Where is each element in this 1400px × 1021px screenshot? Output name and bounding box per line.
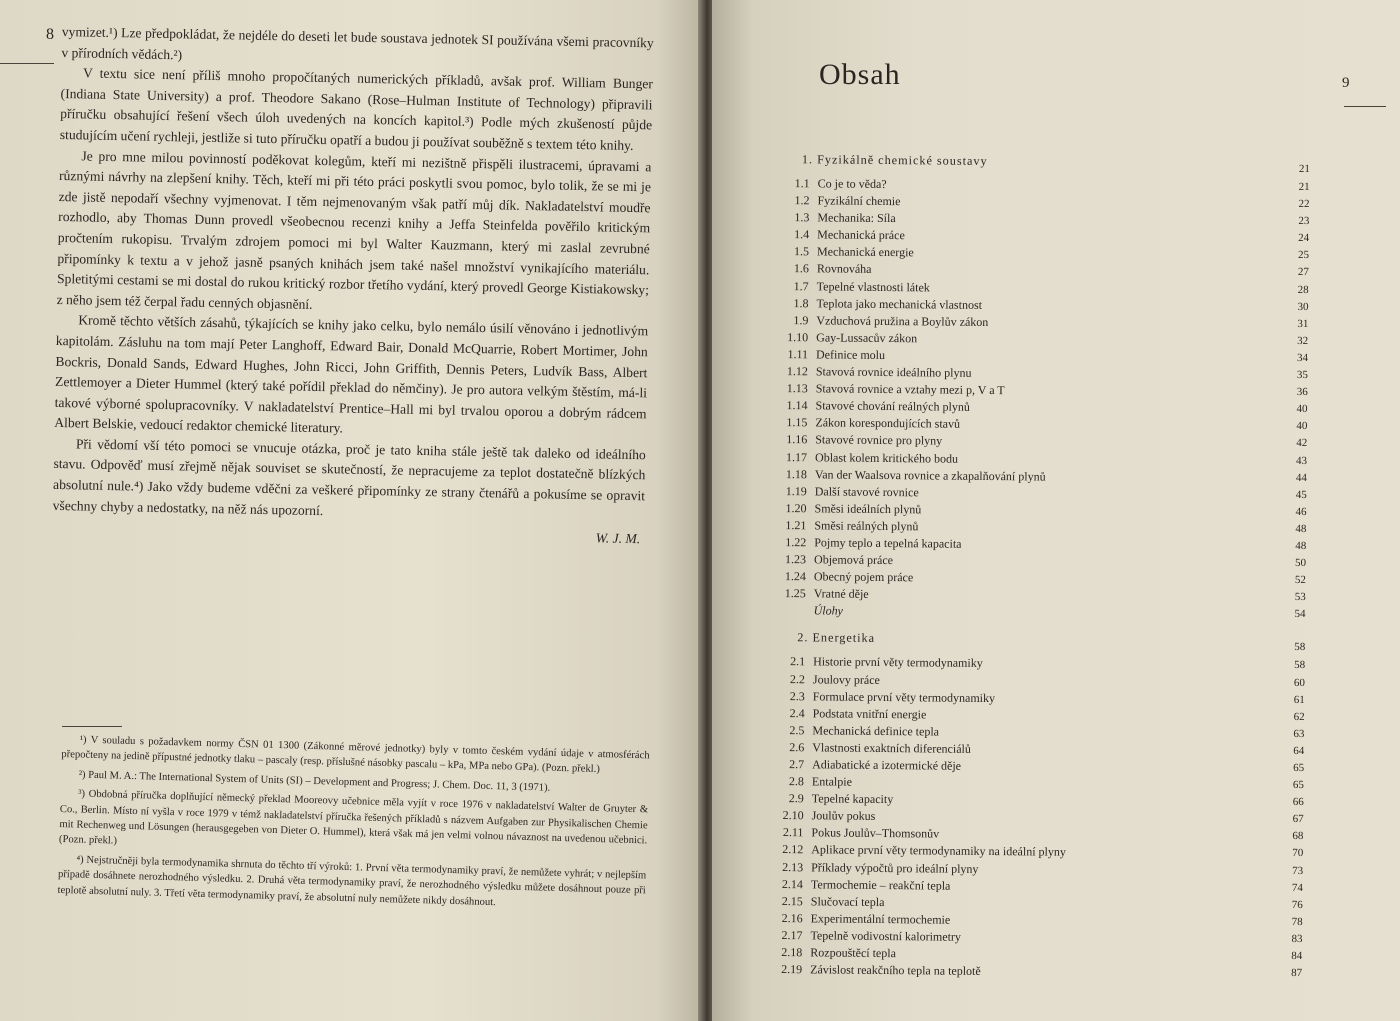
entry-page: 74 xyxy=(1291,881,1304,894)
entry-title: Objemová práce xyxy=(814,552,894,568)
entry-number: 1.10 xyxy=(787,329,809,345)
footnote: ⁴) Nejstručněji byla termodynamika shrnuta do těchto tří výroků: 1. První věta termodynamiky praví, že nemůžete vyhrát; v nejlepším případě dosáhnete nerozhodného výsledku. 2. Druhá věta termodynamiky praví, že nerozhodného výsledku můžete dosáhnout pouze při teplotě absolutní nuly. 3. Třetí věta termodynamiky praví, že absolutní nuly nemůžete nikdy dosáhnout. xyxy=(57,854,647,908)
entry-page: 48 xyxy=(1295,522,1307,535)
paragraph: vymizet.¹) Lze předpokládat, že nejdéle do deseti let bude soustava jednotek SI používána všemi pracovníky v přírodních vědách.²) xyxy=(61,23,654,62)
entry-number: 1.21 xyxy=(785,517,807,533)
preface-text xyxy=(52,22,654,550)
chapter-title: 1. Fyzikálně chemické soustavy xyxy=(801,152,988,168)
entry-title: Stavové rovnice pro plyny xyxy=(815,432,943,448)
entry-number: 2.4 xyxy=(789,705,805,720)
entry-title: Oblast kolem kritického bodu xyxy=(815,449,959,466)
chapter-page: 58 xyxy=(1294,641,1306,654)
entry-number: 2.7 xyxy=(789,757,805,772)
entry-number: 1.25 xyxy=(784,586,806,601)
entry-page: 78 xyxy=(1291,915,1303,928)
entry-title: Van der Waalsova rovnice a zkapalňování plynů xyxy=(814,466,1046,484)
entry-page: 54 xyxy=(1294,608,1306,621)
page-number-left: 8 xyxy=(46,26,54,43)
entry-number: 2.6 xyxy=(789,740,805,755)
entry-page: 23 xyxy=(1298,215,1310,228)
toc-title: Obsah xyxy=(819,58,901,91)
entry-page: 30 xyxy=(1297,300,1309,313)
entry-title: Mechanická energie xyxy=(816,244,914,260)
entry-title: Teplota jako mechanická vlastnost xyxy=(816,296,983,312)
author-signature: W. J. M. xyxy=(595,530,641,547)
entry-number: 1.16 xyxy=(786,432,808,447)
entry-page: 48 xyxy=(1295,539,1307,553)
entry-number: 1.22 xyxy=(785,535,807,550)
header-rule-right xyxy=(1344,106,1386,107)
entry-title: Tepelné kapacity xyxy=(811,791,894,807)
entry-number: 2.2 xyxy=(789,671,806,686)
entry-page: 73 xyxy=(1292,864,1304,877)
entry-page: 36 xyxy=(1296,386,1308,399)
entry-title: Stavová rovnice a vztahy mezi p, V a T xyxy=(815,381,1005,398)
entry-number: 1.5 xyxy=(793,244,810,259)
entry-number: 1.23 xyxy=(785,552,807,567)
entry-number: 1.15 xyxy=(786,415,808,430)
entry-number: 1.19 xyxy=(785,483,807,498)
paragraph: Kromě těchto větších zásahů, týkajících se knihy jako celku, bylo nemálo úsilí věnováno i jednotlivým kapitolám. Zásluhu na tom mají Peter Langhoff, Edward Bair, Donald McQuarrie, Robert Mortimer, John Bockris, Donald Sands, Edward Hughes, John Ricci, John Griffith, Dennis Peters, Ludvík Bass, Albert Zettlemoyer a Dieter Hummel (který také pořídil překlad do němčiny). Je pro autora velkým štěstím, má-li takové výborné spolupracovníky. V nakladatelství Prentice–Hall mi byl trvalou oporou a dobrým rádcem Albert Belskie, vedoucí redaktor chemické literatury. xyxy=(54,312,649,436)
page-number-right: 9 xyxy=(1342,75,1350,91)
entry-page: 50 xyxy=(1295,557,1307,570)
entry-page: 87 xyxy=(1291,967,1303,980)
entry-page: 28 xyxy=(1297,283,1309,296)
entry-title: Příklady výpočtů pro ideální plyny xyxy=(811,859,979,876)
entry-page: 21 xyxy=(1298,180,1310,194)
entry-page: 40 xyxy=(1296,420,1308,433)
entry-title: Joulův pokus xyxy=(811,808,876,824)
entry-page: 64 xyxy=(1293,744,1305,757)
entry-title: Tepelně vodivostní kalorimetry xyxy=(810,928,962,944)
entry-title: Historie první věty termodynamiky xyxy=(813,654,983,671)
entry-title: Zákon korespondujících stavů xyxy=(815,415,961,432)
entry-page: 44 xyxy=(1295,471,1307,484)
entry-number: 2.3 xyxy=(789,688,805,703)
chapter-title: 2. Energetika xyxy=(797,630,876,646)
entry-page: 42 xyxy=(1296,437,1308,450)
entry-title: Obecný pojem práce xyxy=(813,569,914,585)
footnotes xyxy=(57,732,650,918)
entry-title: Tepelné vlastnosti látek xyxy=(816,278,930,295)
entry-page: 53 xyxy=(1294,591,1306,604)
entry-page: 40 xyxy=(1296,403,1308,416)
entry-number: 1.3 xyxy=(794,210,810,225)
entry-number: 1.11 xyxy=(787,347,809,362)
entry-page: 60 xyxy=(1293,676,1305,689)
entry-title: Podstata vnitřní energie xyxy=(812,706,927,722)
entry-number: 1.13 xyxy=(786,381,808,396)
header-rule-left xyxy=(0,63,54,64)
entry-page: 76 xyxy=(1291,898,1303,911)
entry-title: Experimentální termochemie xyxy=(810,911,951,927)
entry-title: Vlastnosti exaktních diferenciálů xyxy=(812,740,971,756)
entry-number: 2.14 xyxy=(781,876,804,891)
entry-number: 1.4 xyxy=(794,227,810,242)
right-page xyxy=(712,0,1400,1021)
paragraph: Při vědomí vší této pomoci se vnucuje otázka, proč je tato kniha stále ještě tak daleko od ideálního stavu. Odpověď musí zřejmě nějak souviset se skutečností, že nepracujeme za teplot dostatečně blízkých absolutní nule.⁴) Jako vždy budeme vděčni za veškeré připomínky ze strany čtenářů a pokusíme se opravit všechny chyby a nedostatky, na něž nás upozorní. xyxy=(52,436,646,518)
entry-number: 2.9 xyxy=(788,791,804,806)
entry-page: 65 xyxy=(1293,761,1305,775)
entry-title: Rovnováha xyxy=(816,261,872,277)
entry-title: Směsi ideálních plynů xyxy=(814,501,922,517)
table-of-contents xyxy=(772,152,1310,984)
entry-title: Joulovy práce xyxy=(812,671,880,687)
entry-title: Vzduchová pružina a Boylův zákon xyxy=(816,313,989,329)
entry-title: Vratné děje xyxy=(813,586,869,602)
entry-page: 84 xyxy=(1291,949,1303,963)
entry-title: Entalpie xyxy=(811,774,853,789)
entry-title: Úlohy xyxy=(813,603,843,618)
entry-page: 43 xyxy=(1296,454,1308,467)
entry-title: Mechanika: Síla xyxy=(817,210,896,226)
footnote: ³) Obdobná příručka doplňující německý překlad Mooreovy učebnice měla vyjít v roce 1976 v nakladatelství Walter de Gruyter & Co., Berlin. Místo ní vyšla v roce 1979 v témž nakladatelství příručka řešených příkladů s názvem Aufgaben zur Physikalischen Chemie mit Rechenweg und Lösungen (herausgegeben von Dieter O. Hummel), která však má jen velmi volnou návaznost na uvedenou učebnici. (Pozn. překl.) xyxy=(58,788,649,848)
entry-page: 65 xyxy=(1292,779,1305,792)
entry-page: 25 xyxy=(1297,249,1310,262)
entry-number: 1.24 xyxy=(784,569,806,584)
entry-number: 2.12 xyxy=(782,842,804,857)
entry-number: 2.5 xyxy=(789,722,805,738)
entry-page: 46 xyxy=(1295,505,1307,518)
entry-title: Rozpouštěcí tepla xyxy=(810,945,897,961)
entry-page: 66 xyxy=(1292,796,1304,809)
entry-page: 45 xyxy=(1295,488,1307,501)
entry-page: 22 xyxy=(1298,198,1310,211)
entry-title: Směsi reálných plynů xyxy=(814,518,919,534)
entry-number: 1.6 xyxy=(793,261,809,276)
entry-title: Mechanická práce xyxy=(817,227,905,243)
entry-number: 1.9 xyxy=(793,312,809,328)
entry-page: 35 xyxy=(1296,369,1308,382)
entry-title: Pojmy teplo a tepelná kapacita xyxy=(814,535,962,551)
entry-number: 1.12 xyxy=(786,364,808,379)
entry-number: 1.7 xyxy=(793,278,809,293)
entry-page: 27 xyxy=(1297,266,1309,279)
entry-number: 2.19 xyxy=(781,962,803,977)
entry-number: 2.10 xyxy=(782,808,804,823)
entry-title: Stavové chování reálných plynů xyxy=(815,398,970,415)
entry-page: 32 xyxy=(1297,334,1309,347)
entry-number: 2.18 xyxy=(781,945,803,960)
entry-number: 2.11 xyxy=(782,825,804,840)
entry-page: 83 xyxy=(1291,932,1303,945)
entry-number: 1.18 xyxy=(785,466,807,481)
footnote-rule xyxy=(62,726,122,727)
entry-number: 2.13 xyxy=(782,859,804,874)
chapter-page: 21 xyxy=(1298,162,1310,176)
entry-title: Aplikace první věty termodynamiky na ideální plyny xyxy=(811,842,1066,860)
entry-number: 2.15 xyxy=(781,893,803,909)
entry-page: 31 xyxy=(1297,317,1309,330)
entry-title: Stavová rovnice ideálního plynu xyxy=(815,364,972,380)
entry-number: 2.1 xyxy=(790,654,806,669)
entry-page: 63 xyxy=(1293,727,1305,740)
entry-page: 62 xyxy=(1293,710,1305,723)
entry-number: 1.2 xyxy=(794,193,810,208)
paragraph: Je pro mne milou povinností poděkovat kolegům, kteří mi nezištně přispěli ilustracemi, úpravami a různými návrhy na zlepšení knihy. Těch, kteří mi při této práci poskytli svou pomoc, bylo tolik, že se mi je zde jistě nepodaří všechny vyjmenovat. I těm nejmenovaným však patří můj dík. Nakladatelství moudře rozhodlo, aby Thomas Dunn provedl všeobecnou recenzi knihy a Jeffa Steinfelda pověřilo kritickým pročtením rukopisu. Trvalým zdrojem pomoci mi byl Walter Kauzmann, který mi zaslal zevrubné připomínky k textu a v jehož jasně psaných knihách jsem také našel množství vynikajícího materiálu. Spletitými cestami se mi dostal do rukou kritický rozbor třetího vydání, který provedl George Kistiakowsky; z něho jsem též čerpal řadu cenných objasnění. xyxy=(56,147,652,312)
entry-title: Formulace první věty termodynamiky xyxy=(812,688,996,705)
entry-title: Závislost reakčního tepla na teplotě xyxy=(810,962,981,979)
entry-title: Mechanická definice tepla xyxy=(812,723,940,739)
entry-title: Gay-Lussacův zákon xyxy=(816,330,918,346)
entry-page: 24 xyxy=(1298,232,1310,245)
entry-page: 52 xyxy=(1294,574,1306,587)
entry-title: Termochemie – reakční tepla xyxy=(810,876,951,893)
footnote: ²) Paul M. A.: The International System of Units (SI) – Development and Progress; J. Chem. Doc. 11, 3 (1971). xyxy=(78,769,551,794)
entry-number: 2.16 xyxy=(781,910,803,926)
entry-title: Adiabatické a izotermické děje xyxy=(812,757,962,773)
entry-title: Co je to věda? xyxy=(817,176,887,192)
entry-page: 58 xyxy=(1294,659,1306,672)
entry-title: Slučovací tepla xyxy=(810,894,885,909)
footnote: ¹) V souladu s požadavkem normy ČSN 01 1300 (Zákonné měrové jednotky) byly v tomto českém vydání údaje v atmosférách přepočteny na jedině přípustné jednotky tlaku – pascaly (resp. příslušné násobky pascalu – kPa, MPa nebo GPa). (Pozn. překl.) xyxy=(61,734,650,776)
entry-page: 68 xyxy=(1292,830,1304,843)
entry-page: 34 xyxy=(1296,351,1309,365)
entry-title: Fyzikální chemie xyxy=(817,193,901,209)
entry-page: 70 xyxy=(1292,847,1304,860)
entry-number: 2.8 xyxy=(788,774,805,789)
entry-number: 1.14 xyxy=(786,398,808,413)
entry-number: 1.8 xyxy=(793,295,809,310)
entry-title: Pokus Joulův–Thomsonův xyxy=(811,825,940,841)
entry-number: 1.17 xyxy=(786,449,808,464)
entry-number: 1.1 xyxy=(794,176,810,191)
entry-number: 2.17 xyxy=(781,927,803,943)
entry-page: 61 xyxy=(1293,693,1305,706)
entry-title: Další stavové rovnice xyxy=(814,484,919,500)
entry-number: 1.20 xyxy=(785,500,807,516)
paragraph: V textu sice není příliš mnoho propočítaných numerických příkladů, avšak prof. William Bunger (Indiana State University) a prof. Theodore Sakano (Rose–Hulman Institute of Technology) připravili příručku obsahující řešení všech úloh uvedených na koncích kapitol.³) Podle mých zkušeností půjde studujícím učení rychleji, jestliže si tuto příručku opatří a budou ji používat souběžně s textem této knihy. xyxy=(59,65,654,153)
entry-title: Definice molu xyxy=(815,347,886,362)
entry-page: 67 xyxy=(1292,813,1304,826)
